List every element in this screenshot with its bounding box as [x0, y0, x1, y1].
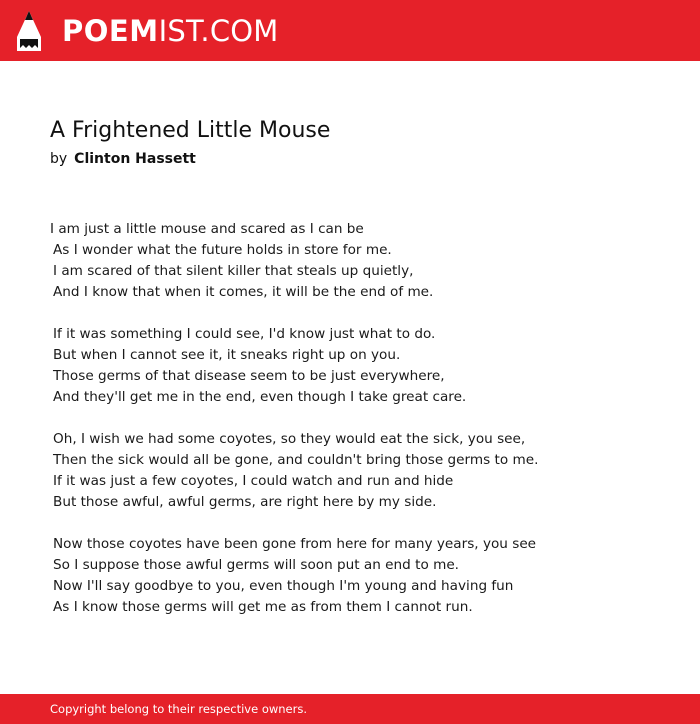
- byline: [50, 149, 196, 169]
- author-name: Clinton Hassett: [74, 151, 196, 167]
- logo-text-bold: POEM: [62, 13, 159, 48]
- poem-line: If it was something I could see, I'd know just what to do.: [53, 326, 436, 342]
- site-footer: [0, 694, 700, 724]
- poem-line: Oh, I wish we had some coyotes, so they would eat the sick, you see,: [53, 431, 526, 447]
- poem-line: Now I'll say goodbye to you, even though I'm young and having fun: [53, 578, 514, 594]
- poem-line: But those awful, awful germs, are right here by my side.: [53, 494, 437, 510]
- poem-line: Those germs of that disease seem to be just everywhere,: [53, 368, 445, 384]
- poem-title: A Frightened Little Mouse: [50, 118, 331, 143]
- poem-body: [50, 219, 670, 639]
- poem-line: As I know those germs will get me as from them I cannot run.: [53, 599, 473, 615]
- stanza: [50, 534, 670, 618]
- poem-line: But when I cannot see it, it sneaks right up on you.: [53, 347, 401, 363]
- stanza: [50, 324, 670, 408]
- poem-line: And they'll get me in the end, even though I take great care.: [53, 389, 467, 405]
- poem-line: Then the sick would all be gone, and couldn't bring those germs to me.: [53, 452, 539, 468]
- pencil-logo-icon: [16, 10, 42, 52]
- poem-line: As I wonder what the future holds in store for me.: [53, 242, 392, 258]
- poem-line: I am just a little mouse and scared as I can be: [50, 221, 364, 237]
- site-header: [0, 0, 700, 61]
- stanza: [50, 219, 670, 303]
- site-logo-text: [62, 13, 279, 48]
- copyright-text: Copyright belong to their respective owners.: [50, 702, 308, 716]
- poem-line: Now those coyotes have been gone from here for many years, you see: [53, 536, 537, 552]
- site-logo-link[interactable]: [16, 10, 279, 52]
- logo-text-light: IST.COM: [158, 13, 279, 48]
- by-label: by: [50, 151, 68, 167]
- poem-line: I am scared of that silent killer that steals up quietly,: [53, 263, 414, 279]
- poem-line: And I know that when it comes, it will be the end of me.: [53, 284, 434, 300]
- poem-line: If it was just a few coyotes, I could watch and run and hide: [53, 473, 454, 489]
- stanza: [50, 429, 670, 513]
- poem-line: So I suppose those awful germs will soon put an end to me.: [53, 557, 460, 573]
